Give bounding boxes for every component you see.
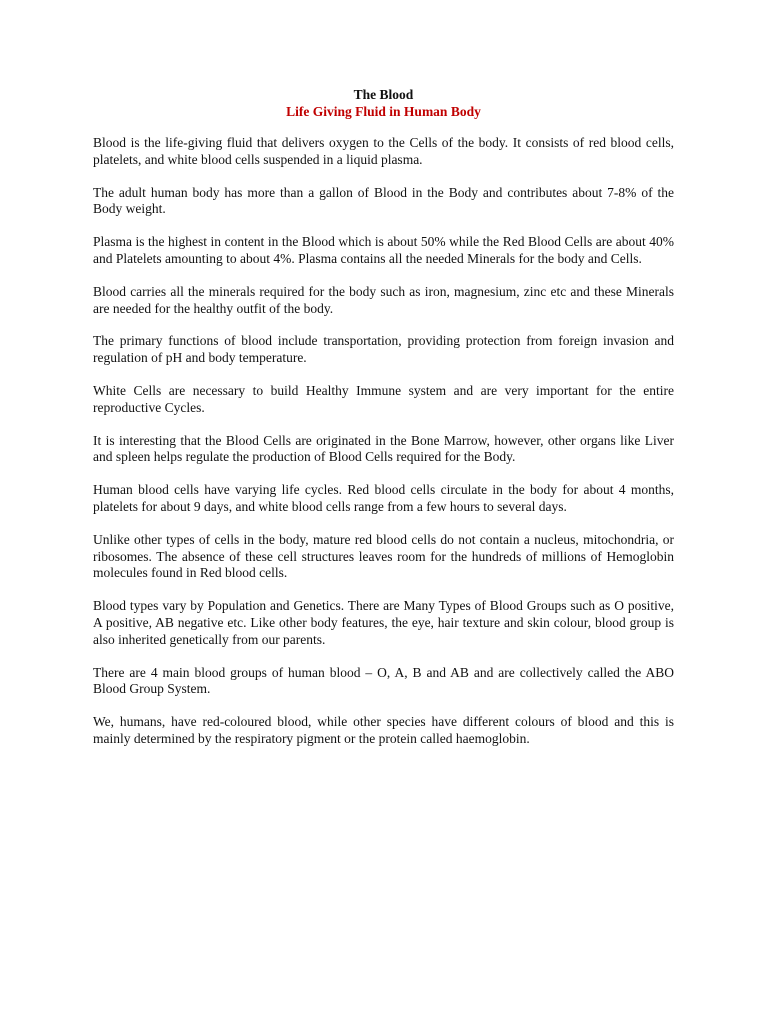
paragraph-12: We, humans, have red-coloured blood, while other species have different colours of blood and this is mainly determined by the respiratory pigment or the protein called haemoglobin. (93, 714, 674, 746)
document-subtitle: Life Giving Fluid in Human Body (286, 104, 481, 119)
document-page (93, 86, 674, 764)
paragraph-3: Plasma is the highest in content in the Blood which is about 50% while the Red Blood Cells are about 40% and Platelets amounting to about 4%. Plasma contains all the needed Minerals for the body and Cells. (93, 234, 674, 266)
paragraph-6: White Cells are necessary to build Healthy Immune system and are very important for the entire reproductive Cycles. (93, 382, 674, 415)
paragraph-4: Blood carries all the minerals required for the body such as iron, magnesium, zinc etc and these Minerals are needed for the healthy outfit of the body. (93, 283, 674, 316)
paragraph-8: Human blood cells have varying life cycles. Red blood cells circulate in the body for about 4 months, platelets for about 9 days, and white blood cells range from a few hours to several days. (93, 482, 674, 514)
paragraph-5: The primary functions of blood include transportation, providing protection from foreign invasion and regulation of pH and body temperature. (93, 333, 674, 366)
paragraph-7: It is interesting that the Blood Cells are originated in the Bone Marrow, however, other organs like Liver and spleen helps regulate the production of Blood Cells required for the Body. (93, 432, 674, 465)
paragraph-1: Blood is the life-giving fluid that delivers oxygen to the Cells of the body. It consists of red blood cells, platelets, and white blood cells suspended in a liquid plasma. (93, 135, 674, 167)
paragraph-2: The adult human body has more than a gallon of Blood in the Body and contributes about 7-8% of the Body weight. (93, 184, 674, 217)
paragraph-10: Blood types vary by Population and Genetics. There are Many Types of Blood Groups such as O positive, A positive, AB negative etc. Like other body features, the eye, hair texture and skin colour, blood group is also inherited genetically from our parents. (93, 598, 674, 647)
paragraph-11: There are 4 main blood groups of human blood – O, A, B and AB and are collectively called the ABO Blood Group System. (93, 664, 674, 697)
document-title: The Blood (353, 87, 414, 102)
paragraph-9: Unlike other types of cells in the body, mature red blood cells do not contain a nucleus, mitochondria, or ribosomes. The absence of these cell structures leaves room for the hundreds of millions of Hemoglobin molecules found in Red blood cells. (93, 531, 674, 581)
